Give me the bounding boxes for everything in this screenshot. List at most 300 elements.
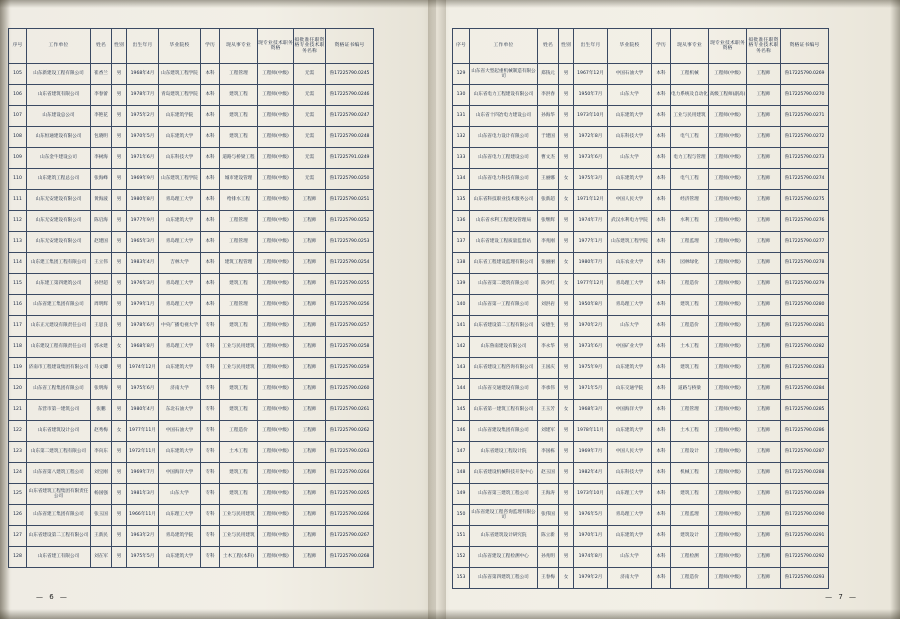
cell-school: 山东大学 — [608, 316, 652, 337]
cell-education: 本科 — [652, 568, 671, 589]
cell-birth-date: 1970年5月 — [127, 127, 159, 148]
table-row — [453, 148, 829, 169]
page-edge-shadow-left — [0, 0, 10, 619]
cell-serial-number: 130 — [453, 85, 470, 106]
cell-serial-number: 134 — [453, 169, 470, 190]
cell-sex: 男 — [112, 190, 127, 211]
col-header-no: 序号 — [9, 29, 27, 64]
cell-current-major: 工业与民用建筑 — [220, 505, 258, 526]
cell-school: 中国海洋大学 — [608, 400, 652, 421]
cell-serial-number: 143 — [453, 358, 470, 379]
cell-birth-date: 1975年6月 — [127, 379, 159, 400]
col-header-major: 现从事专业 — [220, 29, 258, 64]
cell-sex: 女 — [112, 421, 127, 442]
cell-current-title: 工程师(中级) — [709, 568, 747, 589]
cell-education: 本科 — [652, 379, 671, 400]
cell-name: 李承伟 — [538, 379, 559, 400]
table-row — [453, 526, 829, 547]
cell-granted-title: 工程师 — [747, 337, 781, 358]
cell-current-title: 工程师(中级) — [258, 547, 294, 568]
cell-certificate-number: 鲁17225790.0285 — [781, 400, 829, 421]
cell-education: 本科 — [652, 526, 671, 547]
cell-current-title: 工程师(中级) — [258, 526, 294, 547]
cell-granted-title: 工程师 — [747, 190, 781, 211]
cell-birth-date: 1969年7月 — [574, 442, 608, 463]
cell-sex: 男 — [559, 463, 574, 484]
cell-school: 山东理工大学 — [159, 505, 201, 526]
cell-work-unit: 山东新建设工程有限公司 — [27, 64, 91, 85]
cell-granted-title: 工程师 — [747, 106, 781, 127]
cell-school: 山东大学 — [159, 484, 201, 505]
cell-birth-date: 1977年9月 — [127, 211, 159, 232]
cell-work-unit: 山东省建设工程质量监督站 — [470, 232, 538, 253]
cell-education: 专科 — [201, 547, 220, 568]
cell-certificate-number: 鲁17225790.0284 — [781, 379, 829, 400]
cell-granted-title: 工程师 — [294, 295, 326, 316]
right-table-header-row — [453, 29, 829, 64]
cell-sex: 女 — [559, 568, 574, 589]
table-row — [9, 127, 374, 148]
cell-work-unit: 山东省十四冶电力建设公司 — [470, 106, 538, 127]
table-row — [9, 169, 374, 190]
cell-current-title: 工程师(中级) — [258, 463, 294, 484]
cell-birth-date: 1977年12月 — [574, 274, 608, 295]
cell-work-unit: 山东省建工有限公司 — [27, 547, 91, 568]
cell-birth-date: 1974年7月 — [574, 211, 608, 232]
cell-name: 陈启海 — [91, 211, 112, 232]
cell-serial-number: 151 — [453, 526, 470, 547]
col-header-certificate: 资格证书编号 — [326, 29, 374, 64]
cell-sex: 男 — [112, 400, 127, 421]
cell-serial-number: 145 — [453, 400, 470, 421]
cell-serial-number: 142 — [453, 337, 470, 358]
cell-education: 本科 — [652, 442, 671, 463]
cell-serial-number: 139 — [453, 274, 470, 295]
cell-birth-date: 1969年9月 — [127, 169, 159, 190]
table-row — [453, 253, 829, 274]
table-row — [453, 379, 829, 400]
cell-name: 张鹏 — [91, 400, 112, 421]
cell-sex: 男 — [559, 358, 574, 379]
cell-name: 陈少红 — [538, 274, 559, 295]
cell-school: 青岛理工大学 — [159, 274, 201, 295]
page-edge-shadow-top — [0, 0, 900, 8]
cell-certificate-number: 鲁17225790.0256 — [326, 295, 374, 316]
cell-serial-number: 149 — [453, 484, 470, 505]
cell-current-title: 工程师(中级) — [709, 64, 747, 85]
cell-sex: 男 — [112, 232, 127, 253]
cell-granted-title: 工程师 — [294, 484, 326, 505]
cell-birth-date: 1971年5月 — [574, 379, 608, 400]
cell-current-major: 工程造价 — [671, 274, 709, 295]
cell-granted-title: 工程师 — [747, 442, 781, 463]
cell-serial-number: 114 — [9, 253, 27, 274]
cell-education: 本科 — [652, 547, 671, 568]
cell-name: 马文卿 — [91, 358, 112, 379]
col-header-granted-title: 拟批准任职资格专业技术职务名称 — [294, 29, 326, 64]
cell-school: 山东建筑大学 — [608, 358, 652, 379]
cell-birth-date: 1980年8月 — [127, 190, 159, 211]
cell-current-title: 工程师(中级) — [709, 211, 747, 232]
cell-certificate-number: 鲁17225790.0259 — [326, 358, 374, 379]
book-gutter — [428, 0, 446, 619]
cell-current-major: 工程管理 — [220, 64, 258, 85]
cell-name: 黄海波 — [91, 190, 112, 211]
cell-sex: 男 — [559, 337, 574, 358]
cell-name: 张新超 — [538, 190, 559, 211]
cell-granted-title: 工程师 — [747, 463, 781, 484]
cell-current-major: 工程管理 — [220, 295, 258, 316]
cell-birth-date: 1975年9月 — [574, 358, 608, 379]
cell-education: 专科 — [201, 463, 220, 484]
cell-education: 本科 — [652, 484, 671, 505]
cell-education: 本科 — [652, 148, 671, 169]
cell-work-unit: 山东建工第四建筑公司 — [27, 274, 91, 295]
cell-school: 山东建筑工程学院 — [608, 232, 652, 253]
table-row — [453, 316, 829, 337]
table-row — [9, 316, 374, 337]
cell-serial-number: 153 — [453, 568, 470, 589]
cell-current-major: 机械工程 — [671, 463, 709, 484]
col-header-sex: 性别 — [559, 29, 574, 64]
cell-granted-title: 工程师 — [747, 148, 781, 169]
cell-birth-date: 1980年4月 — [127, 400, 159, 421]
cell-work-unit: 山东省第三建筑工程公司 — [470, 484, 538, 505]
cell-work-unit: 山东建设总公司 — [27, 106, 91, 127]
cell-serial-number: 150 — [453, 505, 470, 526]
cell-work-unit: 山东建设工程有限责任公司 — [27, 337, 91, 358]
cell-birth-date: 1978年6月 — [127, 316, 159, 337]
cell-sex: 男 — [559, 442, 574, 463]
cell-birth-date: 1976年5月 — [574, 505, 608, 526]
cell-birth-date: 1977年11月 — [127, 421, 159, 442]
cell-work-unit: 山东省工程建设监理有限公司 — [470, 253, 538, 274]
cell-sex: 男 — [112, 295, 127, 316]
cell-work-unit: 山东省第四建筑工程公司 — [470, 568, 538, 589]
cell-serial-number: 118 — [9, 337, 27, 358]
cell-sex: 男 — [559, 295, 574, 316]
cell-current-major: 工业与民用建筑 — [220, 358, 258, 379]
cell-birth-date: 1978年11月 — [574, 421, 608, 442]
cell-school: 山东建筑大学 — [159, 547, 201, 568]
cell-work-unit: 山东建筑工程总公司 — [27, 169, 91, 190]
table-row — [9, 148, 374, 169]
cell-certificate-number: 鲁17225791.0249 — [326, 148, 374, 169]
table-row — [9, 463, 374, 484]
right-page-table — [452, 28, 829, 589]
cell-education: 本科 — [652, 232, 671, 253]
cell-certificate-number: 鲁17225790.0257 — [326, 316, 374, 337]
cell-name: 赵建国 — [91, 232, 112, 253]
cell-current-title: 工程师(中级) — [709, 505, 747, 526]
cell-certificate-number: 鲁17225790.0293 — [781, 568, 829, 589]
cell-certificate-number: 鲁17225790.0283 — [781, 358, 829, 379]
cell-current-title: 工程师(中级) — [258, 211, 294, 232]
cell-name: 刘宝刚 — [91, 463, 112, 484]
cell-school: 山东建筑大学 — [159, 442, 201, 463]
right-page-table-wrap — [452, 28, 829, 589]
cell-current-major: 土木工程 — [671, 421, 709, 442]
cell-school: 山东理工大学 — [608, 484, 652, 505]
table-row — [9, 505, 374, 526]
cell-serial-number: 113 — [9, 232, 27, 253]
cell-current-major: 建筑工程 — [220, 127, 258, 148]
cell-certificate-number: 鲁17225790.0251 — [326, 190, 374, 211]
cell-work-unit: 东营市第一建筑公司 — [27, 400, 91, 421]
cell-birth-date: 1963年2月 — [127, 526, 159, 547]
cell-current-major: 建筑工程 — [671, 358, 709, 379]
cell-education: 专科 — [201, 337, 220, 358]
cell-name: 李艳花 — [91, 106, 112, 127]
cell-education: 本科 — [652, 337, 671, 358]
cell-school: 济南大学 — [159, 379, 201, 400]
col-header-school: 毕业院校 — [608, 29, 652, 64]
cell-sex: 男 — [559, 211, 574, 232]
cell-current-major: 工程管理 — [671, 400, 709, 421]
cell-current-major: 工程造价 — [671, 316, 709, 337]
cell-school: 山东交通学院 — [608, 379, 652, 400]
cell-name: 包晓明 — [91, 127, 112, 148]
cell-granted-title: 工程师 — [747, 211, 781, 232]
cell-sex: 男 — [112, 442, 127, 463]
cell-education: 专科 — [201, 442, 220, 463]
table-row — [453, 337, 829, 358]
cell-sex: 男 — [112, 148, 127, 169]
cell-name: 王立伟 — [91, 253, 112, 274]
cell-work-unit: 山东省第一工程有限公司 — [470, 295, 538, 316]
col-header-birth: 出生年月 — [574, 29, 608, 64]
cell-birth-date: 1973年6月 — [574, 148, 608, 169]
cell-name: 张海峰 — [91, 169, 112, 190]
cell-certificate-number: 鲁17225790.0271 — [781, 106, 829, 127]
cell-serial-number: 128 — [9, 547, 27, 568]
cell-certificate-number: 鲁17225790.0291 — [781, 526, 829, 547]
cell-current-title: 工程师(中级) — [709, 421, 747, 442]
cell-current-title: 工程师(中级) — [709, 484, 747, 505]
cell-name: 于建国 — [538, 127, 559, 148]
cell-education: 本科 — [652, 127, 671, 148]
cell-certificate-number: 鲁17225790.0265 — [326, 484, 374, 505]
col-header-name: 姓名 — [538, 29, 559, 64]
cell-school: 青岛理工大学 — [159, 337, 201, 358]
cell-birth-date: 1971年12月 — [574, 190, 608, 211]
cell-certificate-number: 鲁17225790.0292 — [781, 547, 829, 568]
cell-name: 周明辉 — [91, 295, 112, 316]
cell-sex: 男 — [559, 526, 574, 547]
cell-current-major: 建筑工程 — [220, 379, 258, 400]
cell-granted-title: 无需 — [294, 64, 326, 85]
cell-current-title: 工程师(中级) — [709, 379, 747, 400]
cell-current-major: 水利工程 — [671, 211, 709, 232]
cell-current-major: 工程检测 — [671, 547, 709, 568]
left-page-number: — 6 — — [36, 593, 69, 601]
cell-school: 山东科技大学 — [608, 463, 652, 484]
cell-name: 王丽娜 — [538, 169, 559, 190]
cell-school: 山东建筑大学 — [159, 127, 201, 148]
cell-serial-number: 146 — [453, 421, 470, 442]
cell-current-major: 工程监理 — [671, 505, 709, 526]
cell-sex: 女 — [559, 169, 574, 190]
cell-work-unit: 山东省建设第二工程有限公司 — [27, 526, 91, 547]
cell-certificate-number: 鲁17225790.0266 — [326, 505, 374, 526]
cell-education: 本科 — [652, 169, 671, 190]
table-row — [453, 400, 829, 421]
cell-certificate-number: 鲁17225790.0268 — [326, 547, 374, 568]
cell-current-major: 道路与桥梁工程 — [220, 148, 258, 169]
cell-work-unit: 山东省建筑设计公司 — [27, 421, 91, 442]
cell-education: 专科 — [201, 400, 220, 421]
page-edge-shadow-bottom — [0, 609, 900, 619]
cell-certificate-number: 鲁17225790.0262 — [326, 421, 374, 442]
cell-serial-number: 125 — [9, 484, 27, 505]
cell-school: 青岛建筑工程学院 — [159, 85, 201, 106]
cell-sex: 男 — [559, 106, 574, 127]
cell-granted-title: 工程师 — [294, 211, 326, 232]
cell-current-title: 工程师(中级) — [258, 358, 294, 379]
cell-name: 李树海 — [91, 148, 112, 169]
cell-sex: 男 — [559, 421, 574, 442]
table-row — [453, 274, 829, 295]
cell-granted-title: 工程师 — [747, 64, 781, 85]
table-row — [9, 64, 374, 85]
cell-name: 张明海 — [91, 379, 112, 400]
cell-education: 专科 — [201, 505, 220, 526]
cell-sex: 男 — [559, 316, 574, 337]
cell-sex: 男 — [112, 64, 127, 85]
cell-education: 本科 — [652, 505, 671, 526]
cell-education: 本科 — [201, 106, 220, 127]
cell-serial-number: 147 — [453, 442, 470, 463]
cell-certificate-number: 鲁17225790.0245 — [326, 64, 374, 85]
cell-education: 本科 — [652, 316, 671, 337]
cell-sex: 男 — [112, 274, 127, 295]
cell-granted-title: 无需 — [294, 148, 326, 169]
cell-work-unit: 山东无安建设有限公司 — [27, 211, 91, 232]
cell-granted-title: 工程师 — [747, 253, 781, 274]
cell-current-title: 工程师(中级) — [709, 463, 747, 484]
cell-serial-number: 140 — [453, 295, 470, 316]
cell-serial-number: 112 — [9, 211, 27, 232]
cell-sex: 男 — [559, 85, 574, 106]
table-row — [9, 442, 374, 463]
table-row — [453, 295, 829, 316]
cell-name: 王玉芳 — [538, 400, 559, 421]
cell-education: 专科 — [201, 379, 220, 400]
cell-current-title: 工程师(中级) — [709, 190, 747, 211]
cell-education: 专科 — [201, 526, 220, 547]
cell-name: 安德生 — [538, 316, 559, 337]
cell-birth-date: 1967年12月 — [574, 64, 608, 85]
table-row — [9, 85, 374, 106]
cell-school: 青岛理工大学 — [159, 190, 201, 211]
cell-education: 本科 — [652, 421, 671, 442]
cell-granted-title: 工程师 — [294, 190, 326, 211]
cell-current-major: 土木工程 — [220, 442, 258, 463]
cell-sex: 男 — [112, 463, 127, 484]
cell-current-title: 高级工程师(副高) — [709, 85, 747, 106]
cell-birth-date: 1973年6月 — [574, 337, 608, 358]
table-row — [453, 358, 829, 379]
col-header-current-title: 现专业技术职务资格 — [258, 29, 294, 64]
cell-school: 青岛理工大学 — [159, 232, 201, 253]
cell-name: 孙世超 — [91, 274, 112, 295]
table-row — [9, 337, 374, 358]
cell-work-unit: 山东正元建设有限责任公司 — [27, 316, 91, 337]
cell-serial-number: 138 — [453, 253, 470, 274]
cell-serial-number: 135 — [453, 190, 470, 211]
cell-current-title: 工程师(中级) — [709, 106, 747, 127]
cell-serial-number: 131 — [453, 106, 470, 127]
cell-serial-number: 121 — [9, 400, 27, 421]
col-header-sex: 性别 — [112, 29, 127, 64]
cell-serial-number: 110 — [9, 169, 27, 190]
cell-current-major: 建筑设计 — [671, 526, 709, 547]
cell-current-title: 工程师(中级) — [709, 232, 747, 253]
cell-granted-title: 工程师 — [747, 316, 781, 337]
table-row — [9, 400, 374, 421]
cell-name: 王思良 — [91, 316, 112, 337]
cell-work-unit: 山东省建筑有限公司 — [27, 85, 91, 106]
cell-education: 本科 — [201, 64, 220, 85]
cell-certificate-number: 鲁17225790.0279 — [781, 274, 829, 295]
table-row — [9, 106, 374, 127]
cell-certificate-number: 鲁17225790.0272 — [781, 127, 829, 148]
cell-current-title: 工程师(中级) — [258, 379, 294, 400]
cell-granted-title: 工程师 — [747, 232, 781, 253]
cell-granted-title: 工程师 — [294, 274, 326, 295]
cell-current-title: 工程师(中级) — [709, 148, 747, 169]
cell-birth-date: 1966年11月 — [127, 505, 159, 526]
cell-certificate-number: 鲁17225790.0260 — [326, 379, 374, 400]
cell-school: 中国矿业大学 — [608, 337, 652, 358]
table-row — [9, 484, 374, 505]
cell-name: 李永华 — [538, 337, 559, 358]
cell-current-title: 工程师(中级) — [258, 442, 294, 463]
cell-school: 山东建筑大学 — [608, 106, 652, 127]
cell-certificate-number: 鲁17225790.0282 — [781, 337, 829, 358]
cell-current-title: 工程师(中级) — [258, 169, 294, 190]
cell-education: 本科 — [652, 64, 671, 85]
cell-serial-number: 108 — [9, 127, 27, 148]
cell-granted-title: 工程师 — [294, 526, 326, 547]
cell-work-unit: 山东省电力工程建设有限公司 — [470, 85, 538, 106]
cell-current-major: 工程管理 — [220, 232, 258, 253]
cell-education: 本科 — [201, 253, 220, 274]
cell-certificate-number: 鲁17225790.0274 — [781, 169, 829, 190]
table-row — [453, 442, 829, 463]
cell-education: 本科 — [201, 127, 220, 148]
table-row — [9, 421, 374, 442]
right-table-body — [453, 64, 829, 589]
table-row — [453, 106, 829, 127]
cell-granted-title: 工程师 — [294, 442, 326, 463]
cell-current-major: 道路与桥梁 — [671, 379, 709, 400]
cell-education: 专科 — [201, 358, 220, 379]
cell-certificate-number: 鲁17225790.0250 — [326, 169, 374, 190]
col-header-birth: 出生年月 — [127, 29, 159, 64]
cell-current-title: 工程师(中级) — [258, 64, 294, 85]
cell-school: 武汉水利电力学院 — [608, 211, 652, 232]
cell-certificate-number: 鲁17225790.0287 — [781, 442, 829, 463]
cell-work-unit: 山东省建设工程检测中心 — [470, 547, 538, 568]
cell-name: 曹文杰 — [538, 148, 559, 169]
cell-serial-number: 111 — [9, 190, 27, 211]
cell-sex: 男 — [559, 232, 574, 253]
cell-work-unit: 山东省电力设计有限公司 — [470, 127, 538, 148]
cell-education: 本科 — [652, 295, 671, 316]
cell-birth-date: 1980年7月 — [574, 253, 608, 274]
cell-name: 郑钱元 — [538, 64, 559, 85]
